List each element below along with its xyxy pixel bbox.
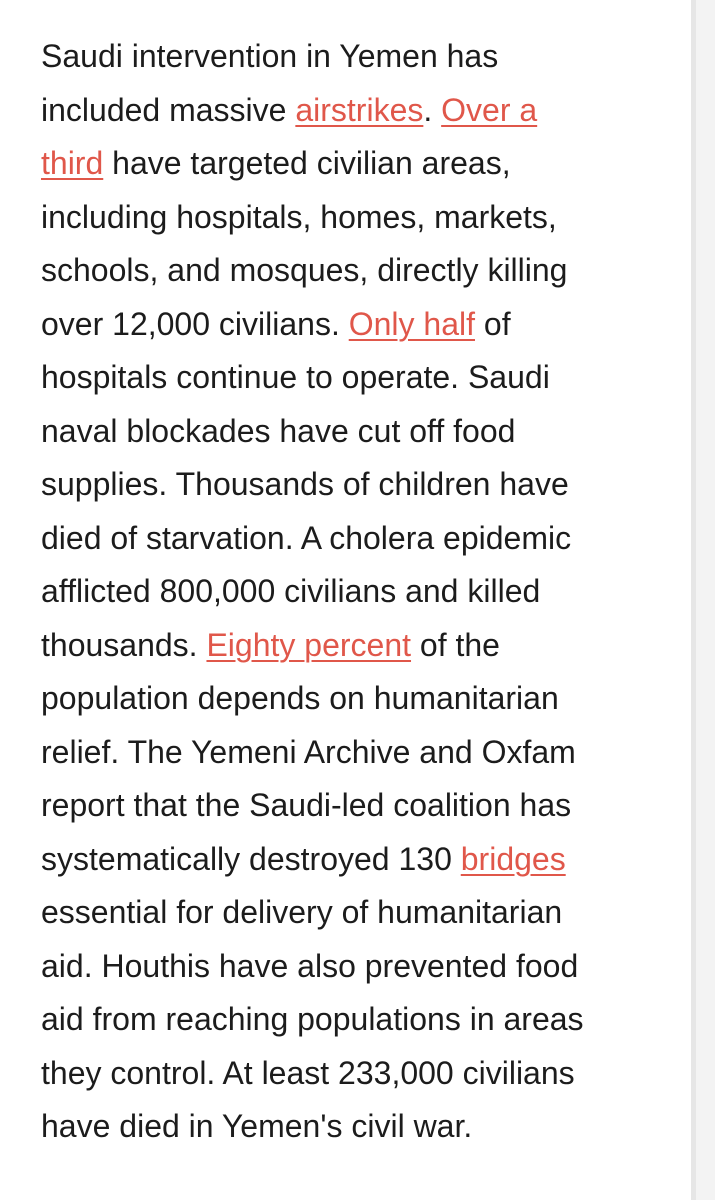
- text-line: [41, 405, 671, 459]
- text-segment: Saudi intervention in Yemen has: [41, 38, 499, 74]
- text-line: [41, 940, 671, 994]
- text-line: [41, 1100, 671, 1154]
- text-segment: .: [423, 91, 442, 128]
- text-line: [41, 1047, 671, 1101]
- text-segment: included massive: [41, 91, 296, 128]
- text-segment: thousands.: [41, 626, 207, 663]
- inline-link[interactable]: Eighty percent: [206, 626, 412, 663]
- text-segment: have targeted civilian areas,: [103, 145, 511, 181]
- text-line: [41, 351, 671, 405]
- article-paragraph: [41, 30, 671, 1154]
- text-segment: including hospitals, homes, markets,: [41, 198, 557, 235]
- text-segment: naval blockades have cut off food: [41, 412, 516, 449]
- text-line: [41, 993, 671, 1047]
- text-line: [41, 244, 671, 298]
- text-line: [41, 779, 671, 833]
- scrollbar-thumb[interactable]: [691, 0, 696, 1200]
- text-line: [41, 30, 671, 84]
- text-line: [41, 458, 671, 512]
- text-line: [41, 298, 671, 352]
- text-segment: died of starvation. A cholera epidemic: [41, 519, 572, 556]
- text-segment: of: [475, 305, 511, 342]
- inline-link[interactable]: Over a: [441, 91, 538, 128]
- text-segment: have died in Yemen's civil war.: [41, 1108, 473, 1144]
- text-segment: over 12,000 civilians.: [41, 305, 349, 342]
- text-segment: schools, and mosques, directly killing: [41, 252, 568, 288]
- inline-link[interactable]: bridges: [460, 840, 566, 877]
- text-line: [41, 512, 671, 566]
- text-segment: supplies. Thousands of children have: [41, 466, 569, 502]
- text-segment: of the: [411, 626, 500, 663]
- text-line: [41, 619, 671, 673]
- text-line: [41, 84, 671, 138]
- text-line: [41, 565, 671, 619]
- text-segment: report that the Saudi-led coalition has: [41, 787, 572, 823]
- text-line: [41, 191, 671, 245]
- text-line: [41, 886, 671, 940]
- text-segment: aid. Houthis have also prevented food: [41, 947, 579, 984]
- text-segment: systematically destroyed 130: [41, 840, 461, 877]
- text-segment: afflicted 800,000 civilians and killed: [41, 573, 541, 609]
- text-segment: relief. The Yemeni Archive and Oxfam: [41, 733, 576, 770]
- text-segment: essential for delivery of humanitarian: [41, 894, 563, 930]
- text-line: [41, 672, 671, 726]
- text-line: [41, 137, 671, 191]
- text-line: [41, 726, 671, 780]
- text-segment: hospitals continue to operate. Saudi: [41, 359, 550, 395]
- text-segment: they control. At least 233,000 civilians: [41, 1054, 575, 1091]
- inline-link[interactable]: third: [41, 145, 104, 181]
- text-segment: aid from reaching populations in areas: [41, 1001, 584, 1037]
- text-segment: population depends on humanitarian: [41, 680, 559, 716]
- text-line: [41, 833, 671, 887]
- scrollbar-track[interactable]: [691, 0, 715, 1200]
- inline-link[interactable]: Only half: [348, 305, 475, 342]
- inline-link[interactable]: airstrikes: [295, 91, 424, 128]
